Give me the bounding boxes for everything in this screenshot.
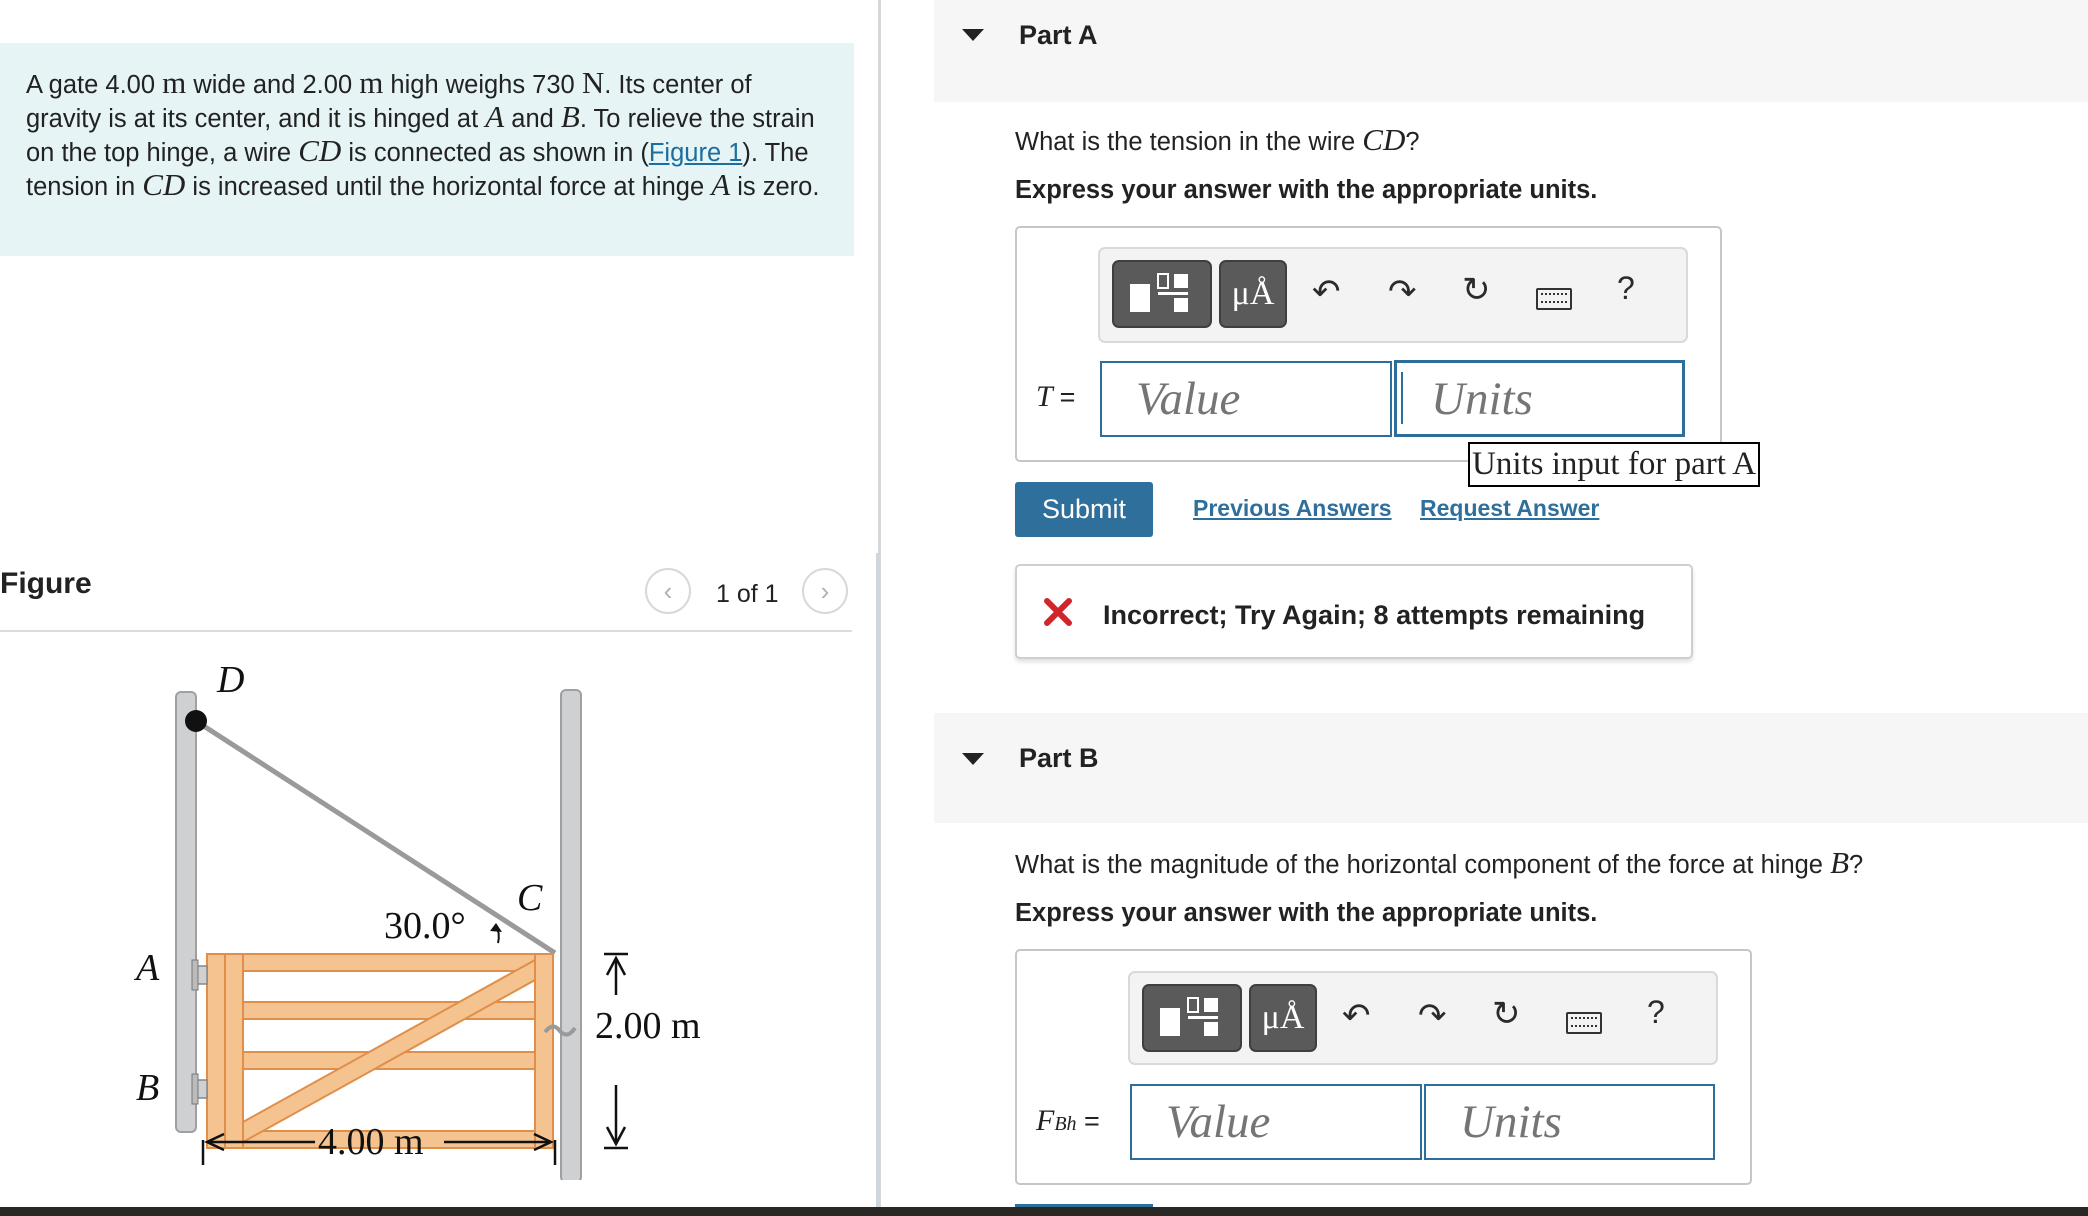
label-a: A: [136, 947, 160, 989]
problem-text: is connected as shown in (: [341, 139, 649, 167]
keyboard-icon[interactable]: [1536, 288, 1572, 310]
redo-icon[interactable]: ↷: [1418, 997, 1447, 1035]
next-figure-button[interactable]: [802, 568, 848, 614]
redo-icon[interactable]: ↷: [1388, 273, 1417, 311]
help-icon[interactable]: ?: [1647, 994, 1665, 1030]
keyboard-icon[interactable]: [1566, 1012, 1602, 1034]
label-height: 2.00 m: [595, 1005, 701, 1047]
wire-cd: [196, 721, 555, 953]
part-a-submit-button[interactable]: Submit: [1015, 482, 1153, 537]
part-a-variable: T =: [1036, 380, 1076, 413]
problem-text: wide and 2.00: [186, 71, 360, 99]
part-b-title: Part B: [1019, 743, 1099, 773]
problem-text: ). The tension in: [26, 139, 809, 201]
problem-text: high weighs 730: [383, 71, 582, 99]
undo-icon[interactable]: ↶: [1342, 997, 1371, 1035]
figure-pager-count: 1 of 1: [716, 580, 779, 608]
units-symbols-button[interactable]: μÅ: [1219, 260, 1287, 328]
var-cd: CD: [142, 167, 186, 202]
part-a-value-input[interactable]: [1100, 361, 1392, 437]
error-x-icon: [1043, 597, 1073, 627]
var-cd: CD: [298, 133, 342, 168]
previous-figure-button[interactable]: [645, 568, 691, 614]
left-post: [176, 692, 196, 1132]
units-input-tooltip: Units input for part A: [1468, 442, 1760, 487]
label-angle: 30.0°: [384, 905, 466, 947]
part-a-instruction: Express your answer with the appropriate units.: [1015, 176, 1598, 204]
templates-button[interactable]: [1142, 984, 1242, 1052]
part-b-header[interactable]: [934, 713, 2088, 823]
part-b-value-input[interactable]: [1130, 1084, 1422, 1160]
chevron-right-icon: ›: [820, 575, 830, 606]
problem-text: A gate 4.00: [26, 71, 163, 99]
problem-text: . Its center of gravity is at its center, and it is hinged at: [26, 71, 752, 133]
label-b: B: [136, 1067, 160, 1109]
part-a-units-input[interactable]: [1394, 360, 1685, 437]
var-b: B: [1830, 845, 1850, 880]
part-a-header[interactable]: [934, 0, 2088, 102]
var-a: A: [485, 99, 505, 134]
part-b-units-input[interactable]: [1424, 1084, 1715, 1160]
unit-m: m: [162, 65, 187, 100]
reset-icon[interactable]: ↻: [1462, 271, 1491, 309]
problem-text: . To relieve the strain on the top hinge, a wire: [26, 105, 815, 167]
feedback-message: Incorrect; Try Again; 8 attempts remaining: [1103, 600, 1646, 630]
text-cursor: [1401, 372, 1403, 424]
window-bottom-edge: [0, 1207, 2088, 1216]
caret-down-icon[interactable]: [962, 29, 984, 41]
chevron-left-icon: ‹: [663, 575, 673, 606]
templates-icon: [1144, 986, 1240, 1050]
problem-text: is zero.: [730, 173, 820, 201]
part-a-title: Part A: [1019, 20, 1098, 50]
request-answer-link[interactable]: Request Answer: [1420, 495, 1600, 521]
problem-statement: [0, 43, 854, 256]
var-a: A: [711, 167, 731, 202]
var-cd: CD: [1362, 122, 1406, 157]
templates-icon: [1114, 262, 1210, 326]
right-post: [561, 690, 581, 1180]
part-b-instruction: Express your answer with the appropriate units.: [1015, 899, 1598, 927]
hinge-a: [192, 960, 207, 990]
figure-title: Figure: [0, 567, 92, 600]
help-icon[interactable]: ?: [1617, 270, 1635, 306]
part-b-question: What is the magnitude of the horizontal component of the force at hinge B?: [1015, 845, 1864, 880]
previous-answers-link[interactable]: Previous Answers: [1193, 495, 1392, 521]
problem-text: and: [504, 105, 561, 133]
part-b-variable: FBh =: [1036, 1104, 1100, 1137]
unit-m: m: [359, 65, 384, 100]
problem-text: is increased until the horizontal force at hinge: [185, 173, 712, 201]
templates-button[interactable]: [1112, 260, 1212, 328]
hinge-b: [192, 1074, 207, 1104]
gate-figure: [0, 640, 760, 1180]
label-d: D: [217, 659, 245, 701]
figure-link[interactable]: Figure 1: [648, 139, 743, 167]
var-b: B: [560, 99, 580, 134]
part-a-question: What is the tension in the wire CD?: [1015, 122, 1420, 157]
height-dimension: [604, 954, 628, 1148]
label-width: 4.00 m: [318, 1121, 424, 1163]
part-a-feedback: [1015, 564, 1693, 659]
figure-divider: [0, 630, 852, 632]
unit-n: N: [581, 65, 605, 100]
pane-divider-highlight: [876, 553, 880, 1216]
undo-icon[interactable]: ↶: [1312, 273, 1341, 311]
caret-down-icon[interactable]: [962, 753, 984, 765]
units-symbols-button[interactable]: μÅ: [1249, 984, 1317, 1052]
gate: [207, 954, 553, 1148]
label-c: C: [517, 877, 543, 919]
point-d: [185, 710, 207, 732]
reset-icon[interactable]: ↻: [1492, 995, 1521, 1033]
